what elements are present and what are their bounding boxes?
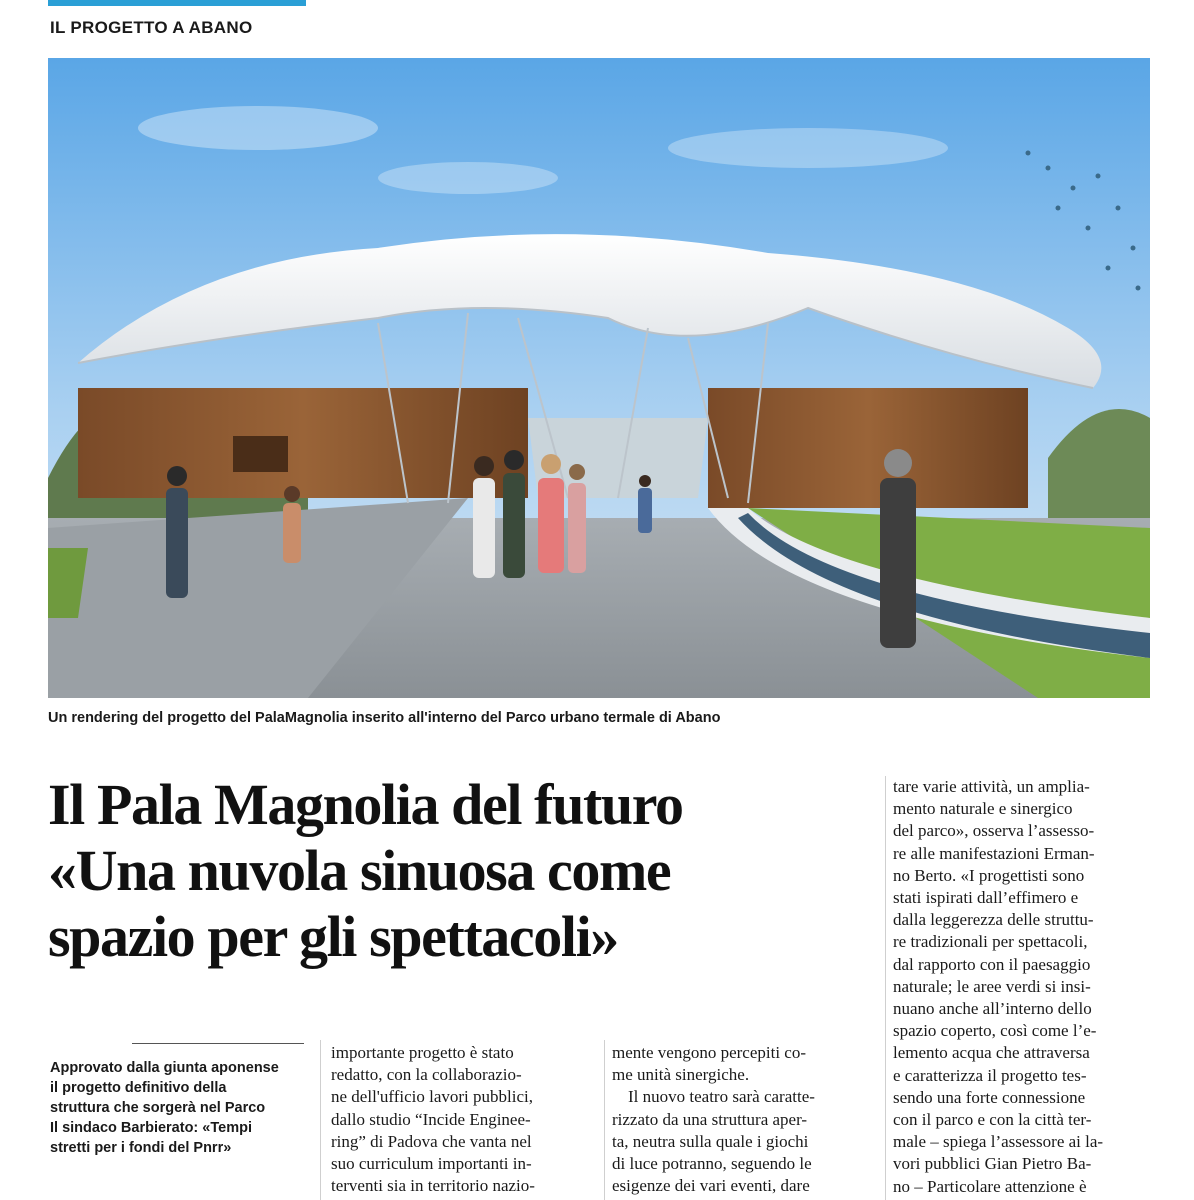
summary-line: il progetto definitivo della: [50, 1080, 227, 1096]
body-line: dal rapporto con il paesaggio: [893, 954, 1091, 974]
headline-line: «Una nuvola sinuosa come: [48, 838, 671, 903]
body-column-3: [893, 776, 1153, 1198]
headline-line: spazio per gli spettacoli»: [48, 904, 618, 969]
section-accent-bar: [48, 0, 306, 6]
body-line: dallo studio “Incide Enginee-: [331, 1109, 531, 1129]
summary-line: Approvato dalla giunta aponense: [50, 1060, 279, 1076]
body-line: mente vengono percepiti co-: [612, 1043, 807, 1062]
body-line: con il parco e con la città ter-: [893, 1110, 1092, 1130]
column-divider: [885, 776, 886, 1200]
photo-caption: Un rendering del progetto del PalaMagnolia inserito all'interno del Parco urbano termale di Abano: [48, 710, 721, 726]
body-line: me unità sinergiche.: [612, 1065, 750, 1085]
summary-line: struttura che sorgerà nel Parco: [50, 1100, 266, 1116]
body-line: no – Particolare attenzione è: [893, 1176, 1087, 1196]
body-line: sendo una forte connessione: [893, 1087, 1086, 1107]
body-line: Il nuovo teatro sarà caratte-: [628, 1087, 815, 1107]
body-column-1: [331, 1042, 596, 1197]
body-line: importante progetto è stato: [331, 1043, 514, 1062]
body-line: ta, neutra sulla quale i giochi: [612, 1131, 809, 1151]
body-line: terventi sia in territorio nazio-: [331, 1176, 535, 1196]
body-line: lemento acqua che attraversa: [893, 1043, 1090, 1063]
section-kicker: IL PROGETTO A ABANO: [50, 18, 253, 37]
body-line: no Berto. «I progettisti sono: [893, 865, 1085, 885]
summary-line: stretti per i fondi del Pnrr»: [50, 1140, 232, 1156]
body-line: tare varie attività, un amplia-: [893, 777, 1090, 796]
body-line: redatto, con la collaborazio-: [331, 1065, 522, 1085]
body-line: nuano anche all’interno dello: [893, 999, 1092, 1019]
column-divider: [604, 1040, 605, 1200]
body-line: ring” di Padova che vanta nel: [331, 1131, 532, 1151]
body-line: e caratterizza il progetto tes-: [893, 1065, 1087, 1085]
body-line: spazio coperto, così come l’e-: [893, 1021, 1097, 1041]
column-divider: [320, 1040, 321, 1200]
body-line: ne dell'ufficio lavori pubblici,: [331, 1087, 533, 1107]
body-line: del parco», osserva l’assesso-: [893, 821, 1095, 841]
body-line: stati ispirati dall’effimero e: [893, 888, 1079, 908]
headline-line: Il Pala Magnolia del futuro: [48, 772, 683, 837]
body-line: naturale; le aree verdi si insi-: [893, 976, 1091, 996]
body-line: di luce potranno, seguendo le: [612, 1154, 812, 1174]
body-line: re tradizionali per spettacoli,: [893, 932, 1088, 952]
summary-block: [50, 1058, 312, 1158]
body-line: male – spiega l’assessore ai la-: [893, 1132, 1104, 1152]
body-column-2: [612, 1042, 880, 1197]
summary-line: Il sindaco Barbierato: «Tempi: [50, 1120, 252, 1136]
body-line: mento naturale e sinergico: [893, 799, 1073, 819]
body-line: dalla leggerezza delle struttu-: [893, 910, 1094, 930]
body-line: esigenze dei vari eventi, dare: [612, 1176, 810, 1196]
rendering-photo: [48, 58, 1150, 698]
body-line: re alle manifestazioni Erman-: [893, 843, 1095, 863]
summary-divider: [132, 1043, 304, 1044]
body-line: vori pubblici Gian Pietro Ba-: [893, 1154, 1092, 1174]
body-line: suo curriculum importanti in-: [331, 1154, 532, 1174]
body-line: rizzato da una struttura aper-: [612, 1109, 808, 1129]
headline: [48, 772, 868, 970]
